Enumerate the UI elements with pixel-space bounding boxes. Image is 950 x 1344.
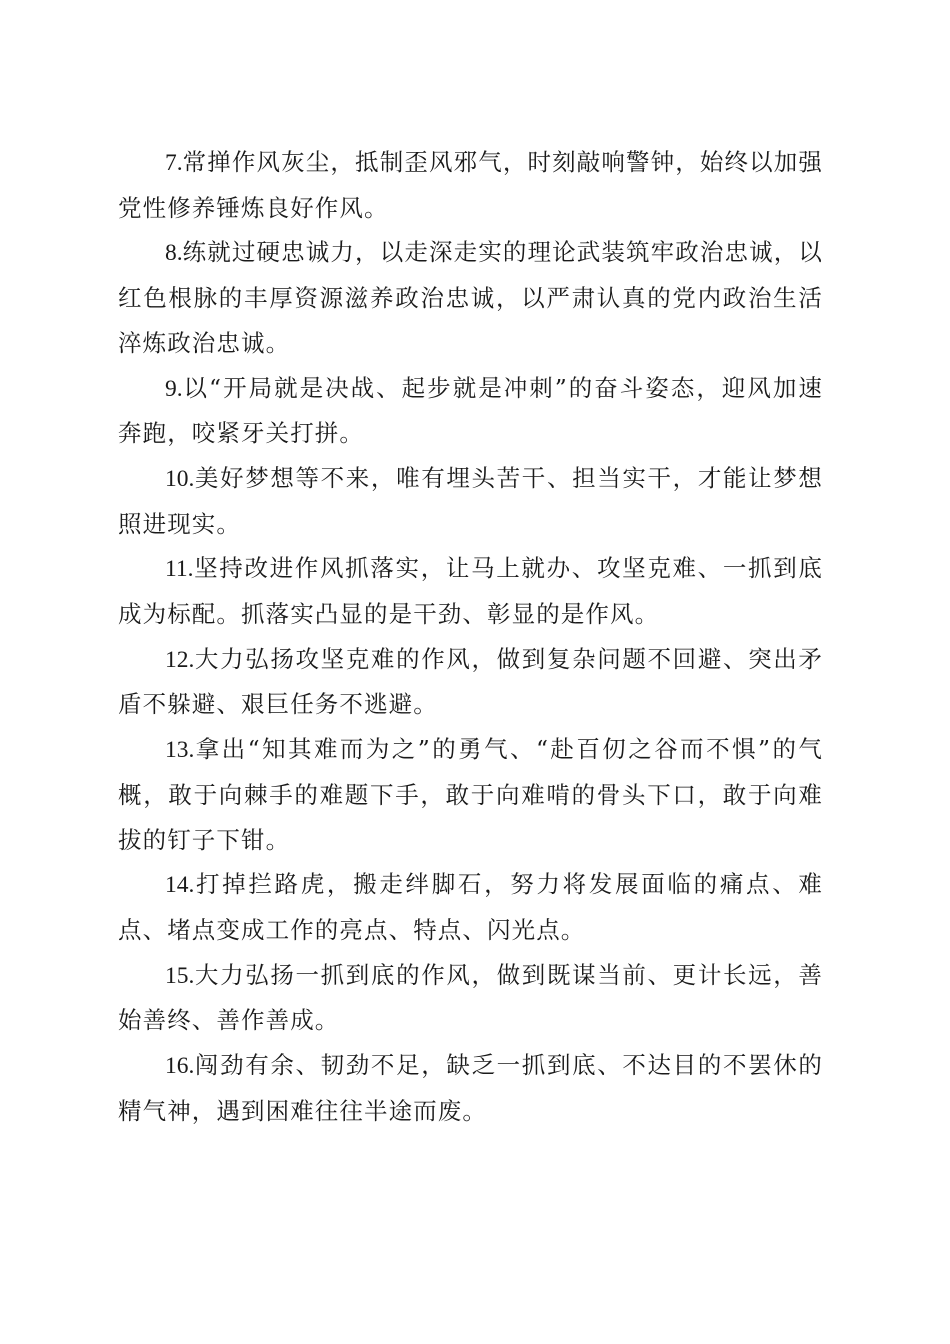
document-body [118,140,823,1133]
paragraph-text: 拿出“知其难而为之”的勇气、“赴百仞之谷而不惧”的气概，敢于向棘手的难题下手，敢于向难啃的骨头下口，敢于向难拔的钉子下钳。 [118,735,823,854]
paragraph-number: 15. [165,962,195,989]
paragraph-number: 10. [165,465,195,492]
paragraph-11 [118,546,823,636]
paragraph-text: 以“开局就是决战、起步就是冲刺”的奋斗姿态，迎风加速奔跑，咬紧牙关打拼。 [118,373,823,448]
paragraph-14 [118,862,823,952]
paragraph-text: 练就过硬忠诚力，以走深走实的理论武装筑牢政治忠诚，以红色根脉的丰厚资源滋养政治忠诚，以严肃认真的党内政治生活淬炼政治忠诚。 [118,238,823,357]
paragraph-text: 坚持改进作风抓落实，让马上就办、攻坚克难、一抓到底成为标配。抓落实凸显的是干劲、彰显的是作风。 [118,554,823,629]
paragraph-text: 常掸作风灰尘，抵制歪风邪气，时刻敲响警钟，始终以加强党性修养锤炼良好作风。 [118,148,823,222]
paragraph-13 [118,727,823,862]
paragraph-text: 大力弘扬攻坚克难的作风，做到复杂问题不回避、突出矛盾不躲避、艰巨任务不逃避。 [118,644,823,719]
paragraph-text: 闯劲有余、韧劲不足，缺乏一抓到底、不达目的不罢休的精气神，遇到困难往往半途而废。 [118,1051,823,1125]
paragraph-text: 打掉拦路虎，搬走绊脚石，努力将发展面临的痛点、难点、堵点变成工作的亮点、特点、闪光点。 [118,870,823,944]
paragraph-8 [118,230,823,365]
paragraph-number: 12. [165,646,195,673]
paragraph-number: 8. [165,240,183,267]
paragraph-number: 9. [165,375,183,402]
paragraph-number: 13. [165,737,195,764]
paragraph-text: 美好梦想等不来，唯有埋头苦干、担当实干，才能让梦想照进现实。 [118,463,823,538]
paragraph-number: 7. [165,150,183,176]
paragraph-10 [118,456,823,546]
paragraph-16 [118,1043,823,1133]
paragraph-12 [118,637,823,727]
paragraph-text: 大力弘扬一抓到底的作风，做到既谋当前、更计长远，善始善终、善作善成。 [118,960,823,1035]
paragraph-number: 16. [165,1053,195,1080]
paragraph-7 [118,140,823,230]
paragraph-number: 11. [165,556,194,583]
paragraph-number: 14. [165,872,195,899]
paragraph-15 [118,953,823,1043]
paragraph-9 [118,366,823,456]
